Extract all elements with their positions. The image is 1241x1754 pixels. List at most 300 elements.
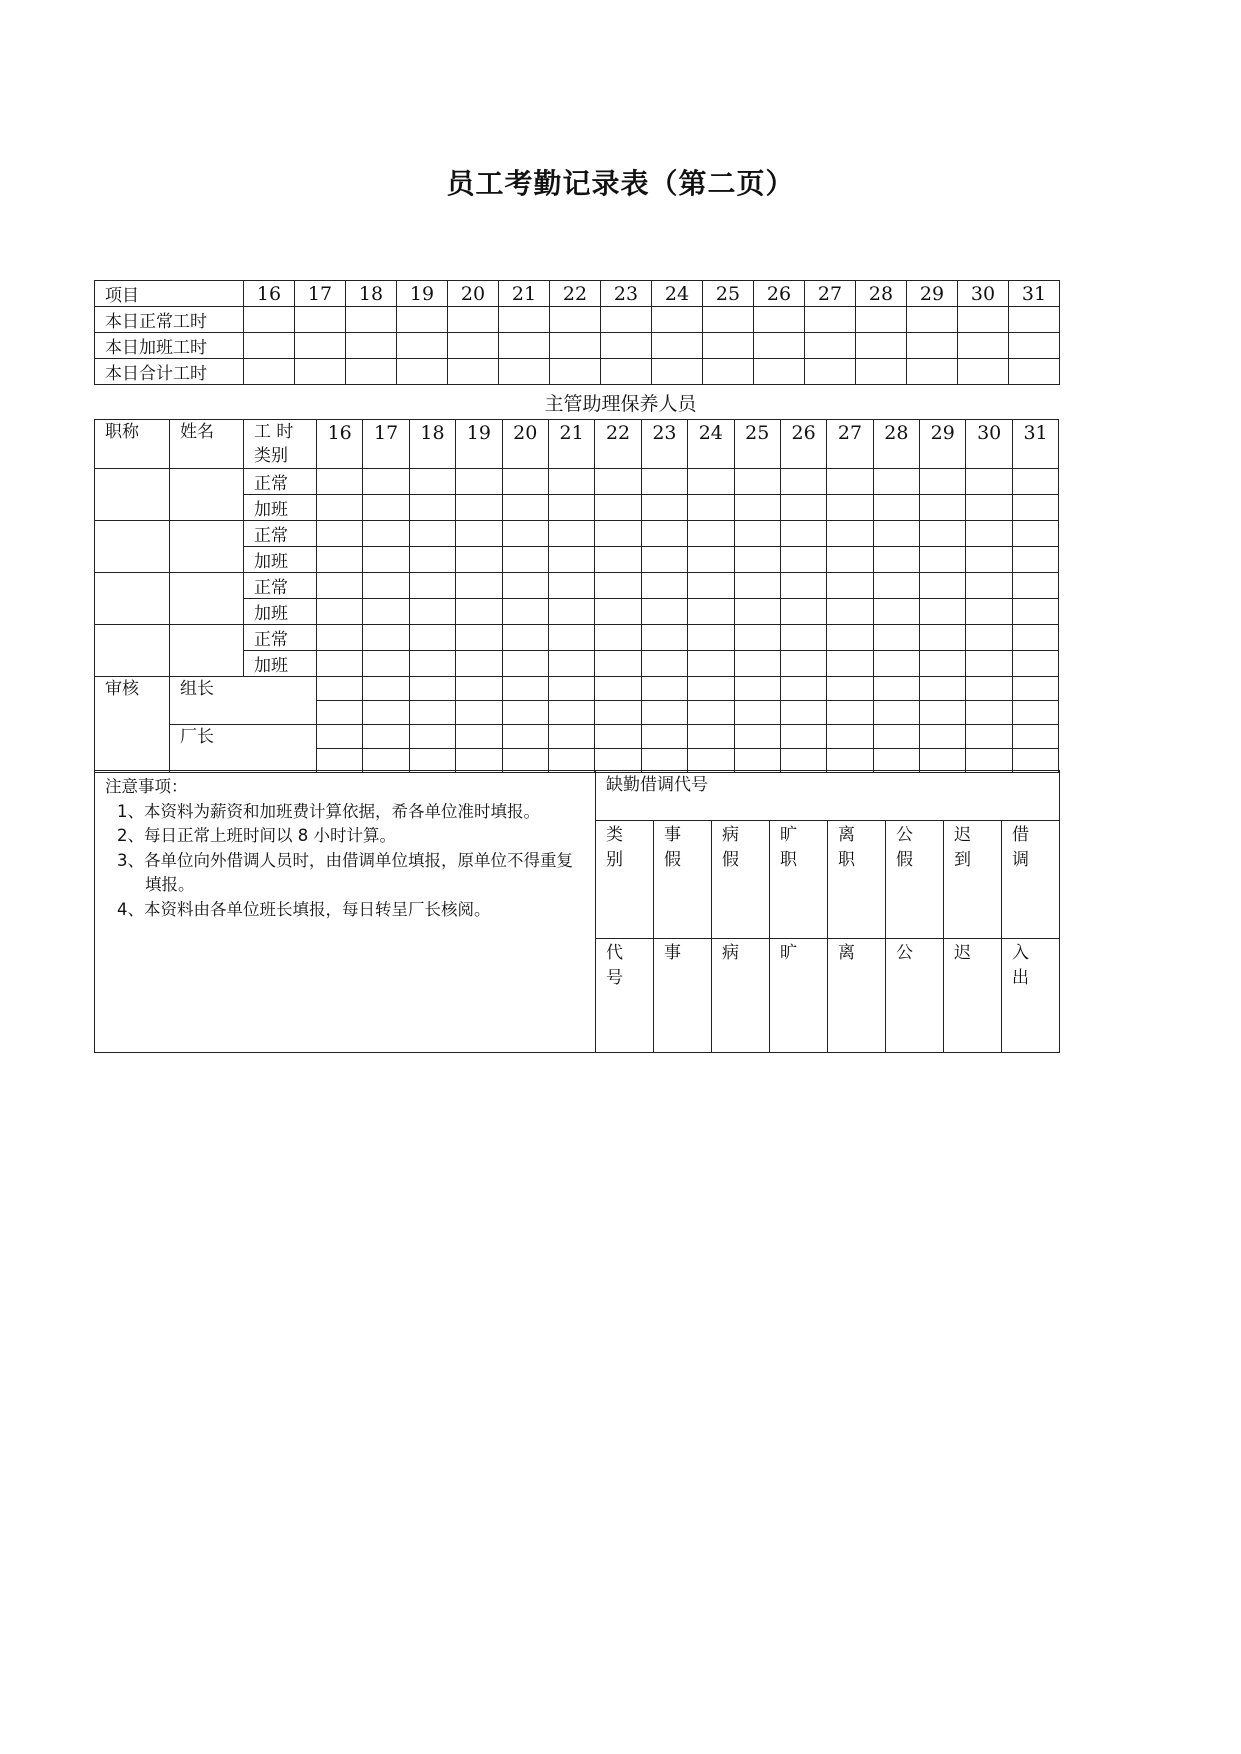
- staff-hour-cell: [317, 521, 363, 547]
- staff-hour-cell: [1012, 495, 1058, 521]
- summary-cell: [856, 307, 907, 333]
- review-cell: [827, 749, 873, 773]
- review-cell: [595, 701, 641, 725]
- staff-hour-cell: [456, 495, 502, 521]
- staff-hour-cell: [873, 573, 919, 599]
- staff-title-cell: [95, 625, 170, 677]
- staff-hour-cell: [966, 625, 1012, 651]
- review-cell: [317, 677, 363, 701]
- review-cell: [409, 677, 455, 701]
- staff-hour-cell: [456, 521, 502, 547]
- staff-hour-cell: [966, 521, 1012, 547]
- staff-hour-cell: [456, 547, 502, 573]
- staff-hour-cell: [641, 547, 687, 573]
- review-cell: [595, 677, 641, 701]
- absence-category: 病 假: [712, 821, 770, 938]
- staff-row: [95, 469, 1059, 495]
- staff-hour-cell: [780, 469, 826, 495]
- review-cell: [688, 701, 734, 725]
- staff-hour-cell: [641, 469, 687, 495]
- staff-hour-cell: [595, 573, 641, 599]
- summary-cell: [805, 359, 856, 385]
- staff-hour-cell: [317, 469, 363, 495]
- summary-cell: [550, 359, 601, 385]
- absence-category: 旷 职: [770, 821, 828, 938]
- staff-hour-cell: [502, 651, 548, 677]
- review-cell: [734, 701, 780, 725]
- day-header: 29: [907, 281, 958, 307]
- staff-hour-cell: [363, 651, 409, 677]
- review-cell: [688, 749, 734, 773]
- summary-cell: [295, 359, 346, 385]
- staff-hour-cell: [1012, 547, 1058, 573]
- hour-type-label: 正常: [244, 625, 317, 651]
- day-header: 17: [363, 420, 409, 469]
- staff-name-cell: [170, 573, 244, 625]
- review-cell: [317, 749, 363, 773]
- staff-hour-cell: [920, 573, 966, 599]
- staff-hour-cell: [548, 599, 594, 625]
- review-cell: [780, 749, 826, 773]
- day-header: 28: [856, 281, 907, 307]
- staff-hour-cell: [1012, 469, 1058, 495]
- review-cell: [1012, 725, 1058, 749]
- review-cell: [456, 701, 502, 725]
- review-cell: [641, 749, 687, 773]
- summary-cell: [703, 333, 754, 359]
- staff-hour-cell: [363, 521, 409, 547]
- day-header: 18: [409, 420, 455, 469]
- review-cell: [920, 749, 966, 773]
- staff-hour-cell: [734, 469, 780, 495]
- summary-row-label: 本日加班工时: [95, 333, 244, 359]
- review-cell: [363, 725, 409, 749]
- staff-hour-cell: [409, 469, 455, 495]
- staff-hour-cell: [780, 573, 826, 599]
- staff-hour-cell: [409, 651, 455, 677]
- staff-title-cell: [95, 573, 170, 625]
- review-cell: [827, 701, 873, 725]
- day-header: 30: [966, 420, 1012, 469]
- summary-cell: [805, 333, 856, 359]
- summary-cell: [652, 359, 703, 385]
- hour-type-label: 正常: [244, 469, 317, 495]
- absence-code: 事: [654, 938, 712, 1052]
- absence-code: 代 号: [596, 938, 654, 1052]
- staff-header-row: [95, 420, 1059, 469]
- review-cell: [641, 725, 687, 749]
- summary-cell: [652, 333, 703, 359]
- staff-hour-cell: [920, 599, 966, 625]
- note-item-3: 3、各单位向外借调人员时，由借调单位填报，原单位不得重复填报。: [117, 850, 573, 894]
- section-title: 主管助理保养人员: [544, 393, 697, 415]
- absence-code: 迟: [944, 938, 1002, 1052]
- review-cell: [688, 677, 734, 701]
- staff-title-cell: [95, 521, 170, 573]
- summary-cell: [448, 333, 499, 359]
- review-cell: [363, 677, 409, 701]
- day-header: 27: [805, 281, 856, 307]
- review-cell: [920, 725, 966, 749]
- staff-hour-cell: [780, 599, 826, 625]
- review-cell: [456, 677, 502, 701]
- staff-hour-cell: [363, 625, 409, 651]
- review-cell: [966, 725, 1012, 749]
- staff-hour-cell: [873, 651, 919, 677]
- notes-heading: 注意事项：: [105, 777, 188, 796]
- hour-type-label: 加班: [244, 495, 317, 521]
- staff-hour-cell: [548, 469, 594, 495]
- staff-hour-cell: [502, 469, 548, 495]
- staff-hour-cell: [827, 495, 873, 521]
- review-cell: [456, 749, 502, 773]
- summary-header-row: [95, 281, 1060, 307]
- summary-cell: [958, 307, 1009, 333]
- col-type-header-line2: 类别: [254, 446, 288, 466]
- staff-hour-cell: [780, 495, 826, 521]
- notes-and-codes-table: [94, 770, 1060, 1053]
- review-cell: [920, 677, 966, 701]
- staff-hour-cell: [317, 547, 363, 573]
- staff-hour-cell: [456, 651, 502, 677]
- summary-cell: [397, 359, 448, 385]
- staff-hour-cell: [780, 651, 826, 677]
- summary-cell: [958, 333, 1009, 359]
- review-cell: [873, 677, 919, 701]
- staff-hour-cell: [502, 547, 548, 573]
- review-cell: [780, 725, 826, 749]
- summary-cell: [244, 333, 295, 359]
- staff-hour-cell: [502, 495, 548, 521]
- review-cell: [966, 701, 1012, 725]
- staff-hour-cell: [780, 625, 826, 651]
- review-cell: [780, 701, 826, 725]
- review-cell: [409, 725, 455, 749]
- summary-cell: [346, 359, 397, 385]
- staff-hour-cell: [641, 495, 687, 521]
- review-cell: [827, 725, 873, 749]
- staff-name-cell: [170, 469, 244, 521]
- review-row: [95, 725, 1059, 749]
- day-header: 16: [317, 420, 363, 469]
- staff-hour-cell: [873, 521, 919, 547]
- summary-cell: [703, 307, 754, 333]
- staff-hour-cell: [827, 521, 873, 547]
- summary-cell: [448, 359, 499, 385]
- staff-hour-cell: [548, 495, 594, 521]
- staff-hour-cell: [317, 625, 363, 651]
- summary-cell: [754, 359, 805, 385]
- staff-hour-cell: [873, 599, 919, 625]
- staff-hour-cell: [688, 573, 734, 599]
- col-type-header-line1: 工 时: [254, 422, 294, 442]
- review-cell: [1012, 701, 1058, 725]
- review-cell: [363, 749, 409, 773]
- staff-hour-cell: [827, 469, 873, 495]
- staff-hour-cell: [317, 573, 363, 599]
- summary-cell: [856, 333, 907, 359]
- note-item-1: 1、本资料为薪资和加班费计算依据，希各单位准时填报。: [117, 801, 540, 821]
- summary-cell: [346, 333, 397, 359]
- review-cell: [548, 725, 594, 749]
- summary-cell: [907, 307, 958, 333]
- staff-hour-cell: [595, 547, 641, 573]
- factory-director-label: 厂长: [170, 725, 317, 773]
- page-title: 员工考勤记录表（第二页）: [446, 167, 795, 200]
- summary-row: [95, 333, 1060, 359]
- staff-hour-cell: [1012, 651, 1058, 677]
- staff-hour-cell: [502, 521, 548, 547]
- staff-hour-cell: [595, 521, 641, 547]
- staff-hour-cell: [688, 547, 734, 573]
- summary-cell: [499, 307, 550, 333]
- staff-hour-cell: [873, 495, 919, 521]
- staff-hour-cell: [873, 547, 919, 573]
- staff-hour-cell: [920, 651, 966, 677]
- review-cell: [734, 677, 780, 701]
- day-header: 22: [595, 420, 641, 469]
- staff-hour-cell: [317, 495, 363, 521]
- staff-hour-cell: [1012, 521, 1058, 547]
- day-header: 22: [550, 281, 601, 307]
- codes-heading: 缺勤借调代号: [596, 771, 1060, 821]
- review-cell: [548, 701, 594, 725]
- review-row: [95, 677, 1059, 701]
- absence-category: 事 假: [654, 821, 712, 938]
- day-header: 23: [641, 420, 687, 469]
- staff-hour-cell: [456, 469, 502, 495]
- staff-hour-cell: [827, 651, 873, 677]
- day-header: 31: [1009, 281, 1060, 307]
- review-cell: [827, 677, 873, 701]
- col-type-header: [244, 420, 317, 469]
- hour-type-label: 加班: [244, 599, 317, 625]
- day-header: 20: [448, 281, 499, 307]
- staff-hour-cell: [688, 651, 734, 677]
- absence-category: 公 假: [886, 821, 944, 938]
- staff-hour-cell: [780, 547, 826, 573]
- summary-cell: [601, 307, 652, 333]
- summary-cell: [754, 307, 805, 333]
- hour-type-label: 正常: [244, 521, 317, 547]
- summary-cell: [295, 333, 346, 359]
- day-header: 19: [397, 281, 448, 307]
- staff-hour-cell: [966, 547, 1012, 573]
- review-cell: [734, 725, 780, 749]
- summary-cell: [295, 307, 346, 333]
- review-cell: [966, 677, 1012, 701]
- staff-hour-cell: [1012, 625, 1058, 651]
- review-cell: [502, 701, 548, 725]
- day-header: 25: [703, 281, 754, 307]
- staff-hour-cell: [1012, 573, 1058, 599]
- staff-hour-cell: [734, 573, 780, 599]
- hour-type-label: 加班: [244, 651, 317, 677]
- summary-cell: [856, 359, 907, 385]
- staff-hour-cell: [548, 547, 594, 573]
- staff-hour-cell: [548, 625, 594, 651]
- absence-code: 公: [886, 938, 944, 1052]
- day-header: 27: [827, 420, 873, 469]
- summary-cell: [499, 333, 550, 359]
- review-cell: [920, 701, 966, 725]
- staff-hour-cell: [409, 495, 455, 521]
- summary-cell: [1009, 333, 1060, 359]
- staff-hour-cell: [734, 547, 780, 573]
- absence-code: 旷: [770, 938, 828, 1052]
- day-header: 24: [652, 281, 703, 307]
- staff-hour-cell: [827, 599, 873, 625]
- summary-header-label: 项目: [95, 281, 244, 307]
- staff-hour-cell: [1012, 599, 1058, 625]
- absence-category: 离 职: [828, 821, 886, 938]
- summary-row: [95, 307, 1060, 333]
- staff-hour-cell: [409, 599, 455, 625]
- hour-type-label: 正常: [244, 573, 317, 599]
- staff-hour-cell: [966, 651, 1012, 677]
- review-cell: [780, 677, 826, 701]
- staff-hour-cell: [363, 547, 409, 573]
- summary-cell: [550, 307, 601, 333]
- staff-hour-cell: [920, 469, 966, 495]
- review-cell: [409, 749, 455, 773]
- staff-hour-cell: [641, 573, 687, 599]
- staff-hour-cell: [966, 469, 1012, 495]
- summary-cell: [244, 359, 295, 385]
- review-label: 审核: [95, 677, 170, 773]
- staff-hour-cell: [595, 469, 641, 495]
- staff-hour-cell: [502, 625, 548, 651]
- col-title-header: 职称: [95, 420, 170, 469]
- review-cell: [409, 701, 455, 725]
- review-cell: [873, 725, 919, 749]
- col-name-header: 姓名: [170, 420, 244, 469]
- summary-cell: [958, 359, 1009, 385]
- summary-cell: [244, 307, 295, 333]
- staff-title-cell: [95, 469, 170, 521]
- day-header: 26: [754, 281, 805, 307]
- day-header: 18: [346, 281, 397, 307]
- review-cell: [317, 725, 363, 749]
- notes-section: [95, 771, 596, 1053]
- daily-hours-summary-table: [94, 280, 1060, 385]
- absence-code: 病: [712, 938, 770, 1052]
- note-item-2: 2、每日正常上班时间以 8 小时计算。: [117, 826, 396, 845]
- day-header: 20: [502, 420, 548, 469]
- review-cell: [1012, 677, 1058, 701]
- review-cell: [548, 677, 594, 701]
- summary-cell: [1009, 359, 1060, 385]
- review-cell: [548, 749, 594, 773]
- review-cell: [966, 749, 1012, 773]
- staff-name-cell: [170, 625, 244, 677]
- staff-hour-cell: [920, 521, 966, 547]
- hour-type-label: 加班: [244, 547, 317, 573]
- review-cell: [873, 701, 919, 725]
- staff-hour-cell: [409, 547, 455, 573]
- staff-hour-cell: [920, 625, 966, 651]
- staff-hour-cell: [641, 599, 687, 625]
- day-header: 19: [456, 420, 502, 469]
- staff-hour-cell: [409, 573, 455, 599]
- note-item-4: 4、本资料由各单位班长填报，每日转呈厂长核阅。: [117, 899, 491, 919]
- staff-hour-cell: [827, 547, 873, 573]
- review-cell: [641, 677, 687, 701]
- day-header: 16: [244, 281, 295, 307]
- day-header: 31: [1012, 420, 1058, 469]
- staff-hour-cell: [641, 625, 687, 651]
- staff-hour-cell: [502, 573, 548, 599]
- absence-category: 借 调: [1002, 821, 1060, 938]
- review-cell: [502, 749, 548, 773]
- team-leader-label: 组长: [170, 677, 317, 725]
- staff-row: [95, 573, 1059, 599]
- day-header: 26: [780, 420, 826, 469]
- summary-row: [95, 359, 1060, 385]
- staff-hour-cell: [920, 495, 966, 521]
- staff-hour-cell: [363, 599, 409, 625]
- summary-cell: [907, 333, 958, 359]
- summary-cell: [805, 307, 856, 333]
- day-header: 30: [958, 281, 1009, 307]
- day-header: 23: [601, 281, 652, 307]
- staff-hour-cell: [317, 651, 363, 677]
- review-cell: [595, 749, 641, 773]
- review-cell: [363, 701, 409, 725]
- review-cell: [317, 701, 363, 725]
- staff-hour-cell: [966, 599, 1012, 625]
- summary-cell: [703, 359, 754, 385]
- staff-hour-cell: [688, 469, 734, 495]
- absence-category: 迟 到: [944, 821, 1002, 938]
- staff-hour-cell: [548, 521, 594, 547]
- summary-cell: [907, 359, 958, 385]
- review-cell: [502, 725, 548, 749]
- absence-category: 类 别: [596, 821, 654, 938]
- summary-cell: [346, 307, 397, 333]
- staff-hour-cell: [688, 625, 734, 651]
- staff-hour-cell: [456, 599, 502, 625]
- staff-hour-cell: [363, 495, 409, 521]
- staff-hour-cell: [734, 599, 780, 625]
- review-cell: [595, 725, 641, 749]
- summary-cell: [1009, 307, 1060, 333]
- review-cell: [688, 725, 734, 749]
- summary-row-label: 本日合计工时: [95, 359, 244, 385]
- staff-hour-cell: [363, 469, 409, 495]
- summary-cell: [448, 307, 499, 333]
- review-cell: [1012, 749, 1058, 773]
- staff-hour-cell: [734, 521, 780, 547]
- staff-hour-cell: [595, 495, 641, 521]
- review-cell: [502, 677, 548, 701]
- staff-row: [95, 521, 1059, 547]
- summary-cell: [397, 307, 448, 333]
- review-cell: [641, 701, 687, 725]
- staff-hour-cell: [502, 599, 548, 625]
- staff-hour-cell: [595, 625, 641, 651]
- staff-attendance-table: [94, 419, 1059, 773]
- review-cell: [734, 749, 780, 773]
- day-header: 24: [688, 420, 734, 469]
- staff-hour-cell: [827, 625, 873, 651]
- staff-hour-cell: [363, 573, 409, 599]
- staff-hour-cell: [734, 625, 780, 651]
- staff-hour-cell: [317, 599, 363, 625]
- staff-hour-cell: [734, 495, 780, 521]
- staff-hour-cell: [780, 521, 826, 547]
- day-header: 25: [734, 420, 780, 469]
